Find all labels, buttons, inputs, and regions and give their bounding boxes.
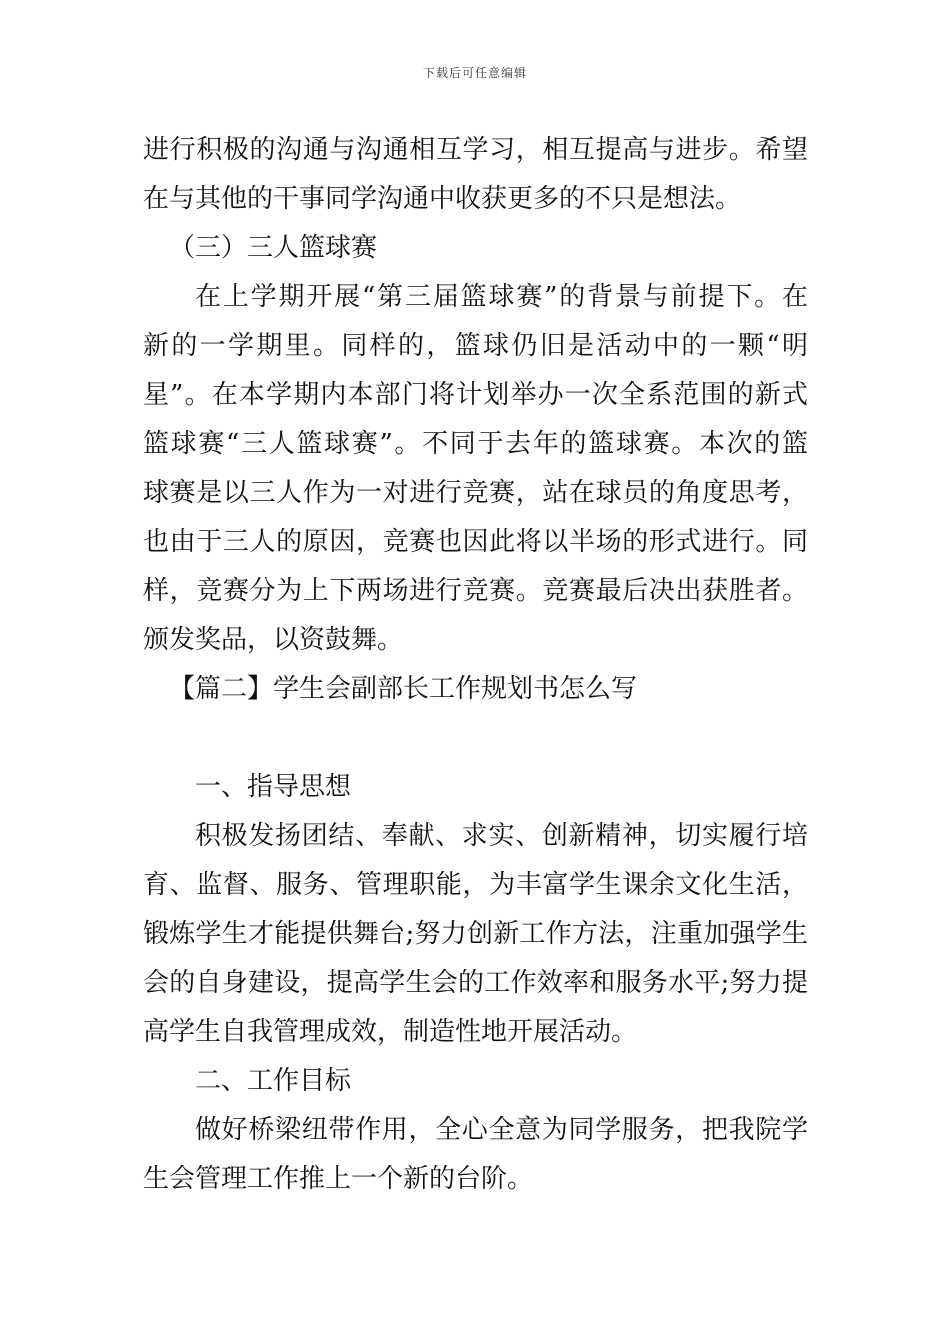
blank-line bbox=[143, 714, 808, 763]
text-line: 在上学期开展“第三届篮球赛”的背景与前提下。在 bbox=[195, 282, 808, 312]
text-line: 也由于三人的原因，竞赛也因此将以半场的形式进行。同 bbox=[143, 527, 808, 557]
text-line: 二、工作目标 bbox=[195, 1066, 352, 1096]
text-line: 高学生自我管理成效，制造性地开展活动。 bbox=[143, 1017, 638, 1047]
text-line: 【篇二】学生会副部长工作规划书怎么写 bbox=[169, 674, 638, 704]
text-line: 会的自身建设，提高学生会的工作效率和服务水平;努力提 bbox=[143, 968, 808, 998]
document-body bbox=[143, 126, 808, 1204]
page-header: 下载后可任意编辑 bbox=[422, 66, 527, 80]
paragraph bbox=[143, 812, 808, 1057]
text-line: 篮球赛“三人篮球赛”。不同于去年的篮球赛。本次的篮 bbox=[143, 429, 808, 459]
text-line: 颁发奖品，以资鼓舞。 bbox=[143, 625, 404, 655]
paragraph bbox=[143, 273, 808, 665]
text-line: 育、监督、服务、管理职能，为丰富学生课余文化生活， bbox=[143, 870, 808, 900]
text-line: 生会管理工作推上一个新的台阶。 bbox=[143, 1164, 534, 1194]
text-line: 一、指导思想 bbox=[195, 772, 352, 802]
paragraph bbox=[143, 1106, 808, 1204]
paragraph bbox=[143, 126, 808, 224]
text-line: 积极发扬团结、奉献、求实、创新精神，切实履行培 bbox=[195, 821, 808, 851]
text-line: 进行积极的沟通与沟通相互学习，相互提高与进步。希望 bbox=[143, 135, 808, 165]
text-line: 做好桥梁纽带作用，全心全意为同学服务，把我院学 bbox=[195, 1115, 808, 1145]
text-line: 星”。在本学期内本部门将计划举办一次全系范围的新式 bbox=[143, 380, 808, 410]
section-heading bbox=[143, 224, 808, 273]
section-heading bbox=[143, 763, 808, 812]
text-line: 在与其他的干事同学沟通中收获更多的不只是想法。 bbox=[143, 184, 742, 214]
text-line: 锻炼学生才能提供舞台;努力创新工作方法，注重加强学生 bbox=[143, 919, 808, 949]
text-line: 样，竞赛分为上下两场进行竞赛。竞赛最后决出获胜者。 bbox=[143, 576, 808, 606]
text-line: （三）三人篮球赛 bbox=[169, 233, 378, 263]
section-heading bbox=[143, 1057, 808, 1106]
text-line: 新的一学期里。同样的，篮球仍旧是活动中的一颗“明 bbox=[143, 331, 808, 361]
text-line: 球赛是以三人作为一对进行竞赛，站在球员的角度思考， bbox=[143, 478, 808, 508]
section-heading bbox=[143, 665, 808, 714]
